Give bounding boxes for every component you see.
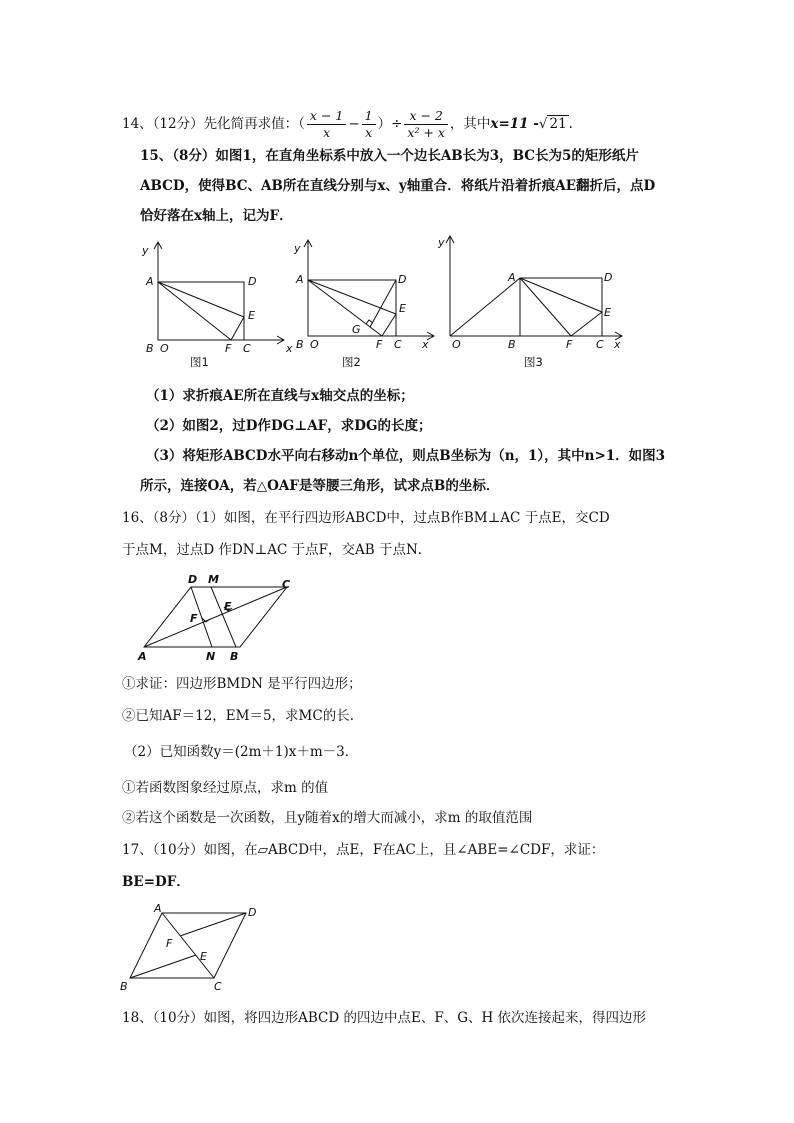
q17-label-b: B bbox=[120, 980, 128, 993]
figure-1 bbox=[134, 238, 294, 373]
fig3-label-d: D bbox=[604, 271, 613, 284]
fig3-label-c: C bbox=[596, 338, 604, 351]
fig2-label-c: C bbox=[394, 338, 402, 351]
q15-line-3: 恰好落在x轴上，记为F． bbox=[140, 208, 293, 224]
q16-label-b: B bbox=[230, 650, 239, 663]
fig2-caption: 图2 bbox=[342, 355, 361, 369]
figure-3 bbox=[436, 232, 626, 372]
q17-label-a: A bbox=[154, 902, 162, 915]
fig2-label-a: A bbox=[296, 273, 304, 286]
q16-figure bbox=[134, 574, 304, 666]
q16-item-4: ②若这个函数是一次函数，且y随着x的增大而减小，求m 的取值范围 bbox=[122, 810, 533, 826]
q15-sub-1: （1）求折痕AE所在直线与x轴交点的坐标； bbox=[146, 388, 414, 404]
fig3-label-f: F bbox=[566, 338, 573, 351]
fig1-label-c: C bbox=[243, 342, 251, 355]
q16-line-2: 于点M，过点D 作DN⊥AC 于点F，交AB 于点N． bbox=[122, 542, 432, 558]
fig3-label-b: B bbox=[508, 338, 516, 351]
fig3-label-e: E bbox=[604, 306, 611, 319]
fig2-label-f: F bbox=[376, 338, 383, 351]
fig1-caption: 图1 bbox=[190, 355, 209, 369]
fig3-caption: 图3 bbox=[524, 355, 543, 369]
fig1-label-b: B bbox=[146, 342, 154, 355]
q17-line-1: 17、（10分）如图，在▱ABCD中，点E，F在AC上，且∠ABE=∠CDF，求证： bbox=[122, 842, 605, 858]
fig2-label-e: E bbox=[399, 302, 406, 315]
q15-sub-2: （2）如图2，过D作DG⊥AF，求DG的长度； bbox=[146, 418, 432, 434]
q17-label-e: E bbox=[200, 950, 207, 963]
q18-line-1: 18、（10分）如图，将四边形ABCD 的四边中点E、F、G、H 依次连接起来，得四边形 bbox=[122, 1010, 647, 1026]
q16-label-a: A bbox=[138, 650, 147, 663]
fraction-1: $\frac{x - 1}{x}$ bbox=[307, 108, 346, 141]
fraction-2: $\frac{1}{x}$ bbox=[362, 108, 376, 141]
q16-label-n: N bbox=[206, 650, 216, 663]
fraction-3: $\frac{x - 2}{\text{x² + x}}$ bbox=[404, 108, 448, 141]
q16-item-1: ①求证：四边形BMDN 是平行四边形； bbox=[122, 676, 362, 692]
q16-label-m: M bbox=[208, 573, 219, 586]
q15-line-2: ABCD，使得BC、AB所在直线分别与x、y轴重合．将纸片沿着折痕AE翻折后，点D bbox=[140, 178, 656, 194]
q16-item-2: ②已知AF＝12，EM＝5，求MC的长. bbox=[122, 708, 355, 724]
q15-sub-3a: （3）将矩形ABCD水平向右移动n个单位，则点B坐标为（n，1），其中n>1．如图3 bbox=[146, 448, 666, 464]
q16-label-f: F bbox=[190, 612, 198, 625]
fig2-label-o: O bbox=[310, 338, 319, 351]
fig3-label-o: O bbox=[452, 338, 461, 351]
fig1-label-d: D bbox=[248, 275, 257, 288]
figure-2 bbox=[286, 238, 446, 373]
fig3-label-y: y bbox=[438, 236, 445, 249]
q16-line-1: 16、（8分）（1）如图，在平行四边形ABCD中，过点B作BM⊥AC 于点E，交CD bbox=[122, 510, 610, 526]
q17-label-c: C bbox=[214, 980, 222, 993]
q16-label-e: E bbox=[224, 600, 232, 613]
fig2-label-g: G bbox=[352, 323, 361, 336]
fig1-label-x: x bbox=[286, 342, 293, 355]
fig2-label-y: y bbox=[294, 242, 301, 255]
fig2-label-x: x bbox=[422, 338, 429, 351]
q17-line-2: BE=DF． bbox=[122, 874, 190, 890]
fig3-label-a: A bbox=[508, 271, 516, 284]
q16-part-2: （2）已知函数y＝(2m＋1)x＋m－3． bbox=[124, 744, 359, 760]
fig1-label-e: E bbox=[248, 309, 255, 322]
fig2-label-d: D bbox=[398, 273, 407, 286]
q16-item-3: ①若函数图象经过原点，求m 的值 bbox=[122, 780, 329, 796]
fig1-label-a: A bbox=[146, 275, 154, 288]
fig2-label-b: B bbox=[296, 338, 304, 351]
question-14: 14、（12分）先化简再求值：（ $\frac{x - 1}{x}$ − $\frac{1}{x}$ ）÷ $\frac{x - 2}{\text{x² + x}}$ ，其中x=11 -√ 21 . bbox=[122, 108, 573, 140]
q16-label-d: D bbox=[188, 573, 198, 586]
fig1-label-y: y bbox=[142, 244, 149, 257]
q16-label-c: C bbox=[282, 578, 291, 591]
fig3-label-x: x bbox=[614, 338, 621, 351]
q17-label-f: F bbox=[166, 937, 173, 950]
fig1-label-o: O bbox=[160, 342, 169, 355]
fig1-label-f: F bbox=[225, 342, 232, 355]
q17-label-d: D bbox=[248, 906, 257, 919]
q15-sub-3b: 所示，连接OA，若△OAF是等腰三角形，试求点B的坐标． bbox=[140, 478, 500, 494]
q17-figure bbox=[118, 902, 268, 992]
q15-line-1: 15、（8分）如图1，在直角坐标系中放入一个边长AB长为3，BC长为5的矩形纸片 bbox=[140, 148, 639, 164]
